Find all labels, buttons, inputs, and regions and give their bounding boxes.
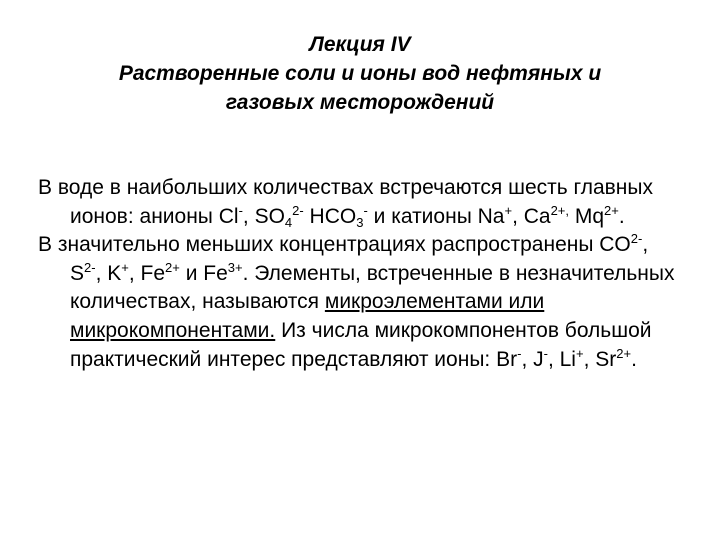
text-run: . bbox=[618, 204, 625, 228]
text-run: , SO bbox=[242, 204, 285, 228]
text-run: , Ca bbox=[512, 204, 551, 228]
superscript: - bbox=[517, 345, 522, 361]
subscript: 3 bbox=[356, 214, 364, 230]
text-run: , Sr bbox=[583, 347, 617, 371]
title-line-1: Лекция IV bbox=[309, 33, 411, 56]
slide-title bbox=[60, 30, 660, 117]
superscript: 2- bbox=[292, 202, 304, 218]
text-run: и Fe bbox=[179, 261, 228, 285]
superscript: + bbox=[504, 202, 513, 218]
superscript: 2- bbox=[84, 259, 96, 275]
superscript: + bbox=[121, 259, 129, 275]
superscript: 3+ bbox=[227, 259, 243, 275]
text-run: , J bbox=[521, 347, 544, 371]
underlined-term: микроэлементами или микрокомпонентами. bbox=[70, 290, 545, 342]
text-run: В воде в наибольших количествах встречаются шесть главных ионов: анионы Cl bbox=[38, 176, 653, 228]
title-line-3: газовых месторождений bbox=[225, 91, 495, 114]
text-run: и катионы Na bbox=[367, 204, 505, 228]
slide-body bbox=[38, 174, 678, 374]
superscript: 2+ bbox=[165, 259, 180, 275]
text-run: , Li bbox=[547, 347, 576, 371]
text-run: , S bbox=[70, 233, 649, 285]
text-run: , Fe bbox=[128, 261, 166, 285]
superscript: 2+, bbox=[550, 202, 570, 218]
text-run: . Элементы, встреченные в незначительных количествах, называются bbox=[70, 261, 675, 314]
superscript: 2- bbox=[630, 231, 643, 247]
superscript: - bbox=[238, 202, 243, 218]
text-run: HCO bbox=[303, 204, 357, 228]
text-run: . bbox=[631, 347, 637, 371]
title-line-2: Растворенные соли и ионы вод нефтяных и bbox=[118, 62, 602, 85]
superscript: - bbox=[363, 202, 368, 218]
text-run: , K bbox=[95, 261, 122, 285]
superscript: + bbox=[575, 345, 584, 361]
superscript: 2+ bbox=[616, 345, 632, 361]
paragraph-main-ions bbox=[38, 174, 678, 231]
text-run: Из числа микрокомпонентов большой практический интерес представляют ионы: Br bbox=[70, 318, 652, 371]
superscript: - bbox=[543, 345, 548, 361]
text-run: Mq bbox=[569, 204, 605, 228]
subscript: 4 bbox=[284, 214, 293, 230]
paragraph-minor-ions bbox=[38, 231, 678, 374]
superscript: 2+ bbox=[604, 202, 619, 218]
text-run: В значительно меньших концентрациях распространены CO bbox=[38, 233, 631, 257]
